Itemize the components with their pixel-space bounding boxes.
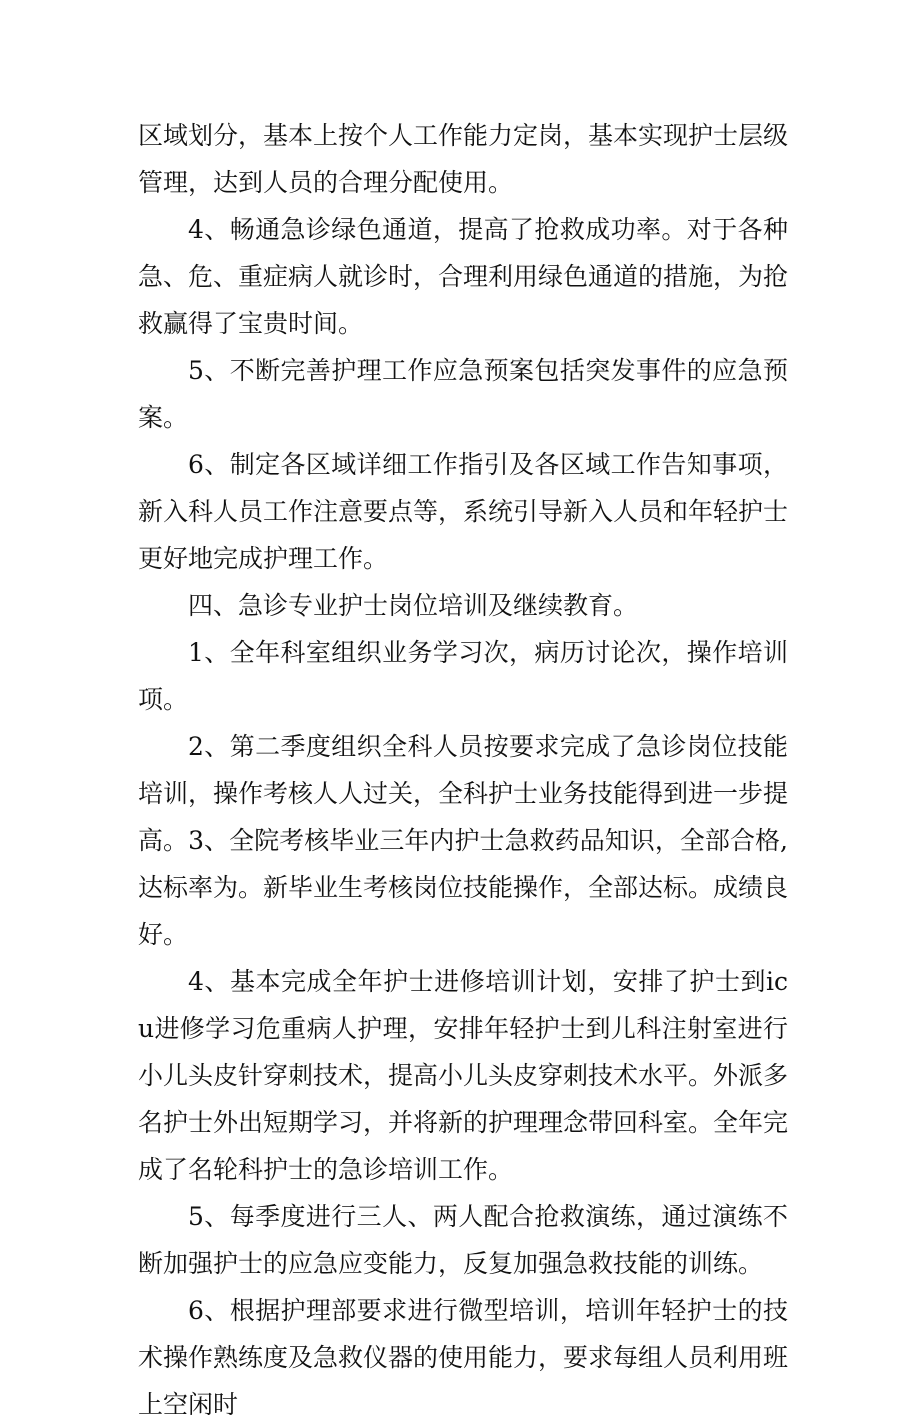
- section-heading-training: 四、急诊专业护士岗位培训及继续教育。: [188, 591, 639, 620]
- paragraph-work-guidelines: 6、制定各区域详细工作指引及各区域工作告知事项，新入科人员工作注意要点等，系统引导新入人员和年轻护士更好地完成护理工作。: [138, 450, 789, 573]
- paragraph-micro-training: 6、根据护理部要求进行微型培训，培训年轻护士的技术操作熟练度及急救仪器的使用能力，要求每组人员利用班上空闲时: [138, 1296, 789, 1419]
- paragraph-emergency-plan: 5、不断完善护理工作应急预案包括突发事件的应急预案。: [138, 356, 788, 432]
- paragraph-skill-training: 2、第二季度组织全科人员按要求完成了急诊岗位技能培训，操作考核人人过关，全科护士业务技能得到进一步提高。3、全院考核毕业三年内护士急救药品知识，全部合格,达标率为。新毕业生考核岗位技能操作，全部达标。成绩良好。: [138, 732, 789, 949]
- document-body: [138, 112, 788, 1428]
- paragraph-continuation: 区域划分，基本上按个人工作能力定岗，基本实现护士层级管理，达到人员的合理分配使用。: [138, 121, 789, 197]
- paragraph-green-channel: 4、畅通急诊绿色通道，提高了抢救成功率。对于各种急、危、重症病人就诊时，合理利用绿色通道的措施，为抢救赢得了宝贵时间。: [138, 215, 789, 338]
- paragraph-rescue-drill: 5、每季度进行三人、两人配合抢救演练，通过演练不断加强护士的应急应变能力，反复加强急救技能的训练。: [138, 1202, 788, 1278]
- paragraph-advanced-training: 4、基本完成全年护士进修培训计划，安排了护士到icu进修学习危重病人护理，安排年轻护士到儿科注射室进行小儿头皮针穿刺技术，提高小儿头皮穿刺技术水平。外派多名护士外出短期学习，并将新的护理理念带回科室。全年完成了名轮科护士的急诊培训工作。: [138, 967, 789, 1184]
- paragraph-annual-study: 1、全年科室组织业务学习次，病历讨论次，操作培训项。: [138, 638, 788, 714]
